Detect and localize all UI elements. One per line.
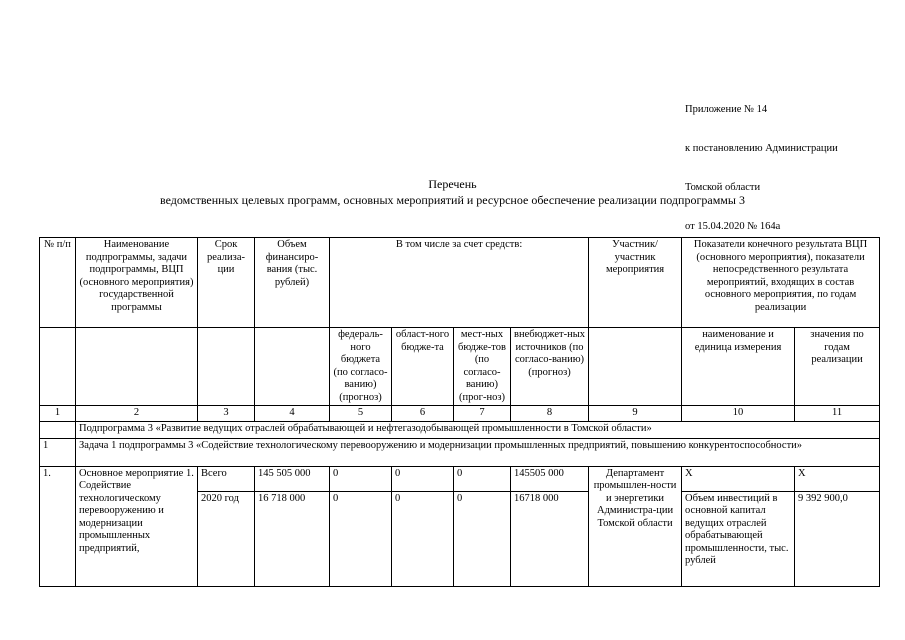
header-participant: Участник/ участник мероприятия: [589, 238, 682, 328]
task-row: [40, 438, 880, 466]
column-number: 2: [76, 406, 198, 422]
subprogram-row: [40, 421, 880, 438]
task-number: 1: [40, 438, 76, 466]
local-cell: 0: [454, 491, 511, 586]
header-name: Наименование подпрограммы, задачи подпрограммы, ВЦП (основного мероприятия) государственной программы: [76, 238, 198, 328]
federal-cell: 0: [330, 491, 392, 586]
column-number: 7: [454, 406, 511, 422]
header-local: мест-ных бюдже-тов (по согласо-ванию) (прог-ноз): [454, 328, 511, 406]
header-including: В том числе за счет средств:: [330, 238, 589, 328]
indicator-value-cell: 9 392 900,0: [795, 491, 880, 586]
column-number: 10: [682, 406, 795, 422]
column-number: 6: [392, 406, 454, 422]
federal-cell: 0: [330, 466, 392, 491]
document-title: Перечень: [428, 177, 477, 191]
column-number: 5: [330, 406, 392, 422]
indicator-value-cell: Х: [795, 466, 880, 491]
appendix-block: [685, 77, 838, 246]
header-federal: федераль-ного бюджета (по согласо-ванию) (прогноз): [330, 328, 392, 406]
column-number: 4: [255, 406, 330, 422]
header-row: [40, 238, 880, 328]
term-cell: 2020 год: [198, 491, 255, 586]
column-number: 9: [589, 406, 682, 422]
activity-row-total: [40, 466, 880, 491]
appendix-line: от 15.04.2020 № 164а: [685, 221, 781, 232]
column-number-row: [40, 406, 880, 422]
header-extra: внебюджет-ных источников (по согласо-ванию) (прогноз): [511, 328, 589, 406]
regional-cell: 0: [392, 466, 454, 491]
volume-cell: 145 505 000: [255, 466, 330, 491]
task-text: Задача 1 подпрограммы 3 «Содействие технологическому перевооружению и модернизации промышленных предприятий, повышению конкурентоспособности»: [76, 438, 880, 466]
column-number: 11: [795, 406, 880, 422]
header-ind-values: значения по годам реализации: [795, 328, 880, 406]
term-cell: Всего: [198, 466, 255, 491]
header-indicators: Показатели конечного результата ВЦП (основного мероприятия), показатели непосредственного результата мероприятий, входящих в состав основного мероприятия, по годам реализации: [682, 238, 880, 328]
appendix-line: Томской области: [685, 182, 761, 193]
participant-cell: Департамент промышлен-ности и энергетики Администра-ции Томской области: [589, 466, 682, 586]
regional-cell: 0: [392, 491, 454, 586]
header-num: № п/п: [40, 238, 76, 328]
header-term: Срок реализа-ции: [198, 238, 255, 328]
document-subtitle: ведомственных целевых программ, основных мероприятий и ресурсное обеспечение реализации подпрограммы 3: [160, 193, 745, 207]
column-number: 8: [511, 406, 589, 422]
header-regional: област-ного бюдже-та: [392, 328, 454, 406]
column-number: 1: [40, 406, 76, 422]
header-ind-name: наименование и единица измерения: [682, 328, 795, 406]
volume-cell: 16 718 000: [255, 491, 330, 586]
activity-name: Основное мероприятие 1. Содействие технологическому перевооружению и модернизации промышленных предприятий,: [76, 466, 198, 586]
appendix-line: Приложение № 14: [685, 104, 768, 115]
program-table: [39, 237, 880, 587]
local-cell: 0: [454, 466, 511, 491]
column-number: 3: [198, 406, 255, 422]
header-volume: Объем финансиро-вания (тыс. рублей): [255, 238, 330, 328]
extra-cell: 145505 000: [511, 466, 589, 491]
activity-number: 1.: [40, 466, 76, 586]
indicator-name-cell: Х: [682, 466, 795, 491]
indicator-name-cell: Объем инвестиций в основной капитал ведущих отраслей обрабатывающей промышленности, тыс. рублей: [682, 491, 795, 586]
subprogram-title: Подпрограмма 3 «Развитие ведущих отраслей обрабатывающей и нефтегазодобывающей промышленности в Томской области»: [76, 421, 880, 438]
extra-cell: 16718 000: [511, 491, 589, 586]
appendix-line: к постановлению Администрации: [685, 143, 838, 154]
